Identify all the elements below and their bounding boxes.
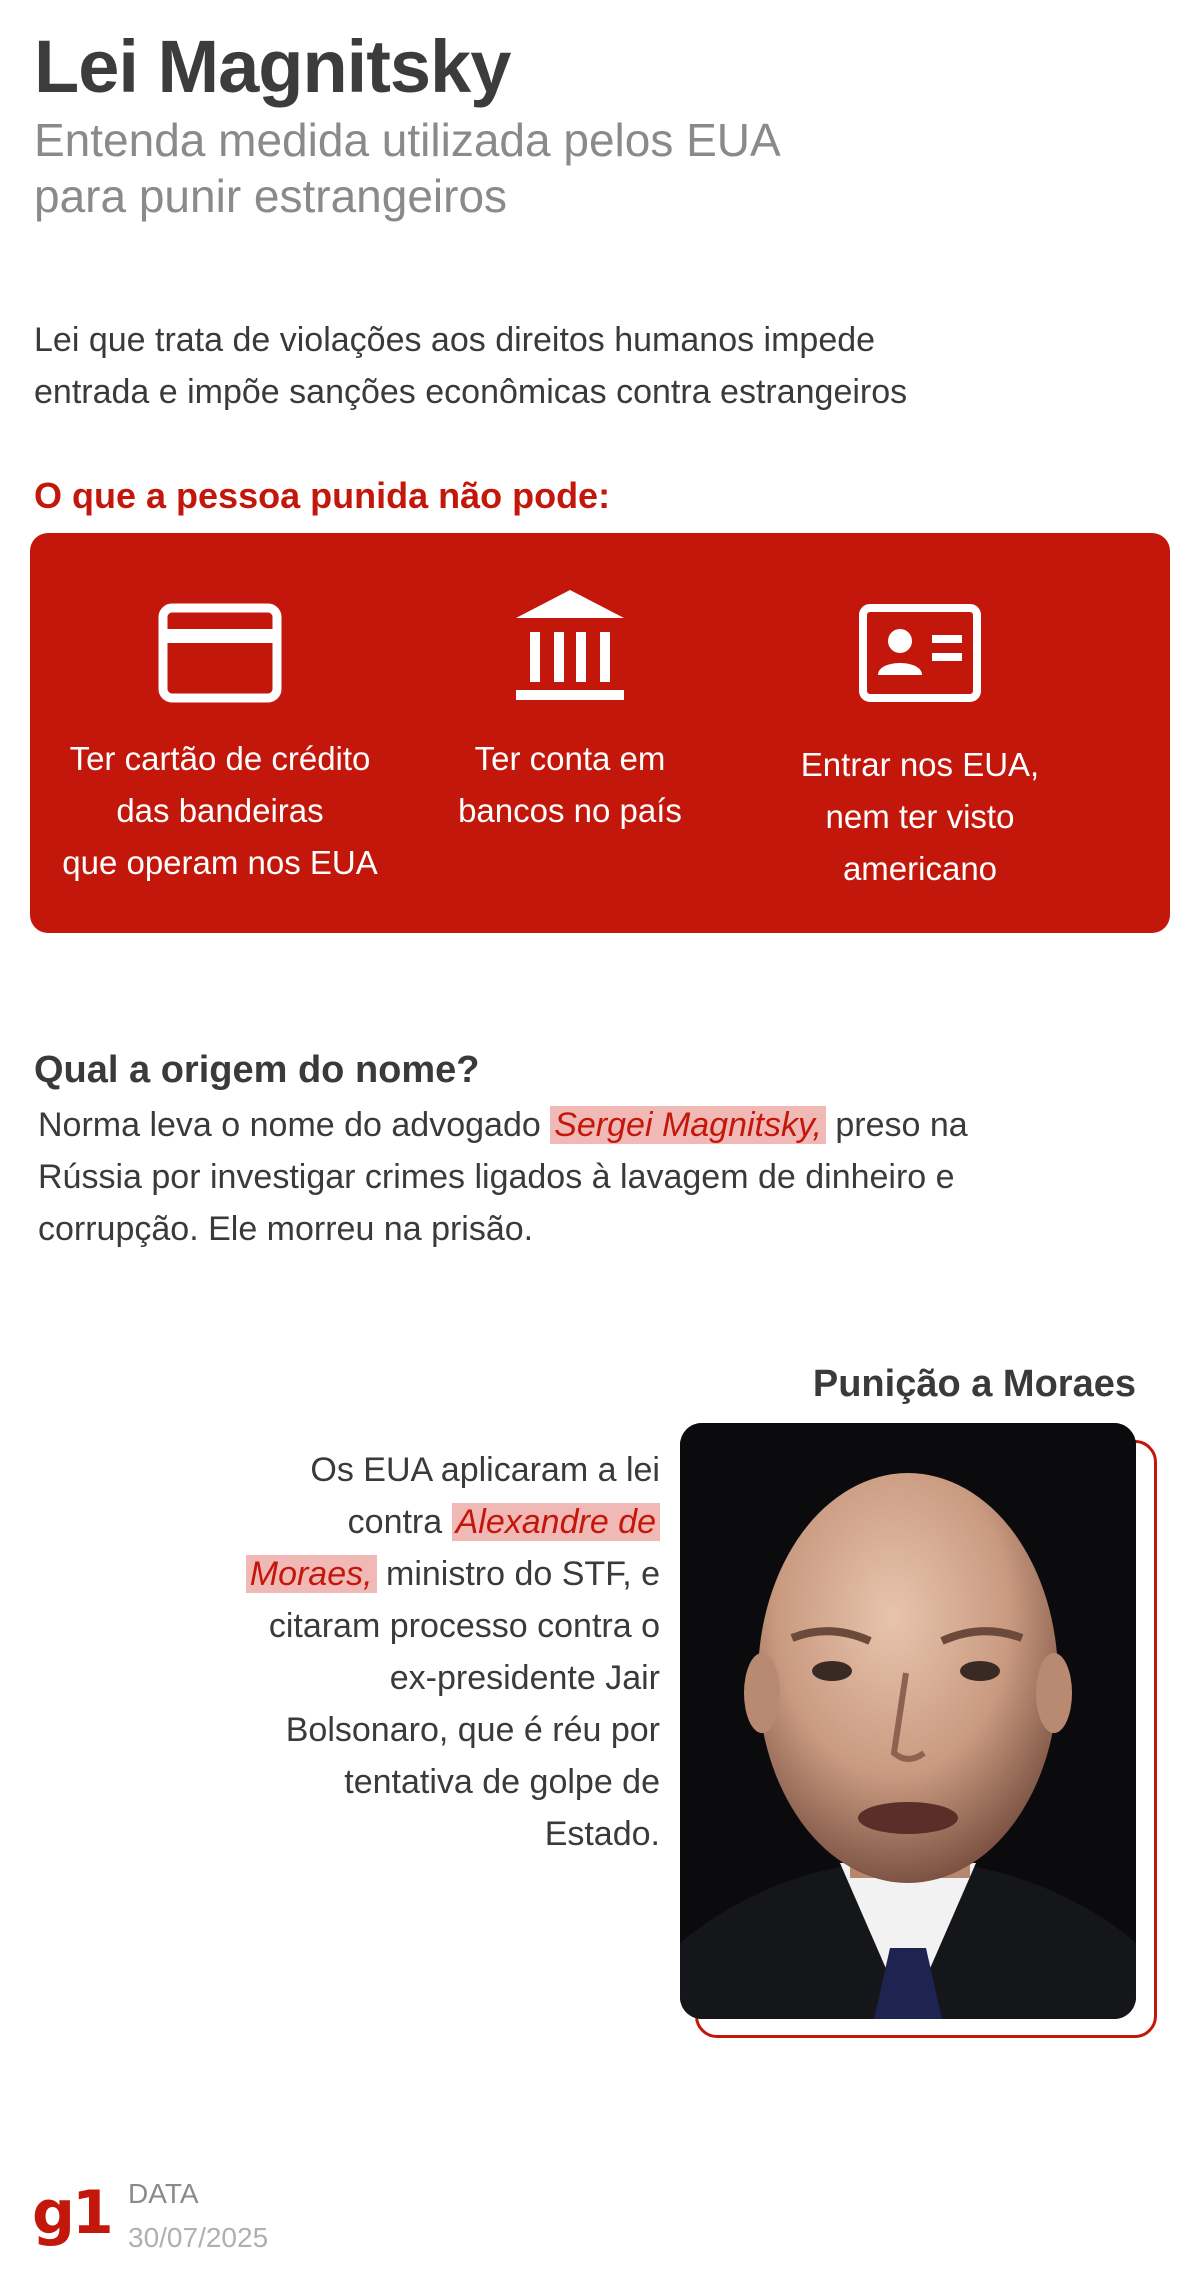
restriction-item-id-card — [730, 533, 1110, 933]
restriction-item-credit-card — [30, 533, 410, 933]
credit-card-icon — [158, 603, 282, 708]
id-card-icon — [858, 603, 982, 708]
subtitle-line-1: Entenda medida utilizada pelos EUA — [34, 114, 781, 166]
intro-line-2: entrada e impõe sanções econômicas contra estrangeiros — [34, 373, 908, 411]
punishment-line-6: Bolsonaro, que é réu por — [285, 1711, 660, 1749]
punishment-line-2 — [200, 1496, 660, 1548]
portrait-photo — [680, 1423, 1136, 2019]
origin-text — [38, 1099, 1138, 1255]
punishment-line-4: citaram processo contra o — [268, 1607, 660, 1645]
restriction-line: que operam nos EUA — [62, 844, 378, 881]
g1-logo: g1 — [32, 2178, 111, 2248]
restriction-line: americano — [842, 850, 998, 887]
page-title: Lei Magnitsky — [34, 25, 511, 108]
origin-text-after: preso na — [825, 1106, 968, 1144]
origin-line-1 — [38, 1099, 1138, 1151]
restriction-line: Ter cartão de crédito — [69, 740, 371, 777]
bank-icon — [514, 588, 626, 707]
intro-line-1: Lei que trata de violações aos direitos humanos impede — [34, 321, 876, 359]
restriction-line: nem ter visto — [825, 798, 1015, 835]
punishment-line-7: tentativa de golpe de — [344, 1763, 660, 1801]
origin-line-3: corrupção. Ele morreu na prisão. — [38, 1210, 534, 1248]
restrictions-heading: O que a pessoa punida não pode: — [34, 475, 611, 516]
highlight-name-magnitsky: Sergei Magnitsky, — [550, 1106, 826, 1144]
punishment-text — [200, 1444, 660, 1860]
publication-date: 30/07/2025 — [128, 2222, 269, 2253]
restriction-label — [730, 739, 1110, 895]
data-label: DATA — [128, 2178, 199, 2209]
restriction-line: das bandeiras — [116, 792, 324, 829]
punishment-line-5: ex-presidente Jair — [389, 1659, 660, 1697]
restriction-label — [380, 733, 760, 837]
punishment-heading: Punição a Moraes — [812, 1363, 1136, 1405]
restriction-line: Entrar nos EUA, — [800, 746, 1040, 783]
page-subtitle — [34, 112, 934, 224]
punishment-line-3 — [200, 1548, 660, 1600]
origin-line-2: Rússia por investigar crimes ligados à lavagem de dinheiro e — [38, 1158, 955, 1196]
highlight-name-moraes-1: Alexandre de — [452, 1503, 660, 1541]
punishment-text-after: ministro do STF, e — [376, 1555, 660, 1593]
restriction-label — [30, 733, 410, 889]
subtitle-line-2: para punir estrangeiros — [34, 170, 508, 222]
origin-heading: Qual a origem do nome? — [34, 1049, 480, 1091]
intro-text — [34, 314, 1134, 418]
punishment-line-8: Estado. — [544, 1815, 660, 1853]
origin-text-before: Norma leva o nome do advogado — [38, 1106, 551, 1144]
restrictions-panel — [30, 533, 1170, 933]
restriction-line: Ter conta em — [474, 740, 666, 777]
punishment-line-1: Os EUA aplicaram a lei — [310, 1451, 660, 1489]
restriction-item-bank — [380, 533, 760, 933]
highlight-name-moraes-2: Moraes, — [246, 1555, 377, 1593]
punishment-text-before: contra — [347, 1503, 452, 1541]
restriction-line: bancos no país — [458, 792, 682, 829]
